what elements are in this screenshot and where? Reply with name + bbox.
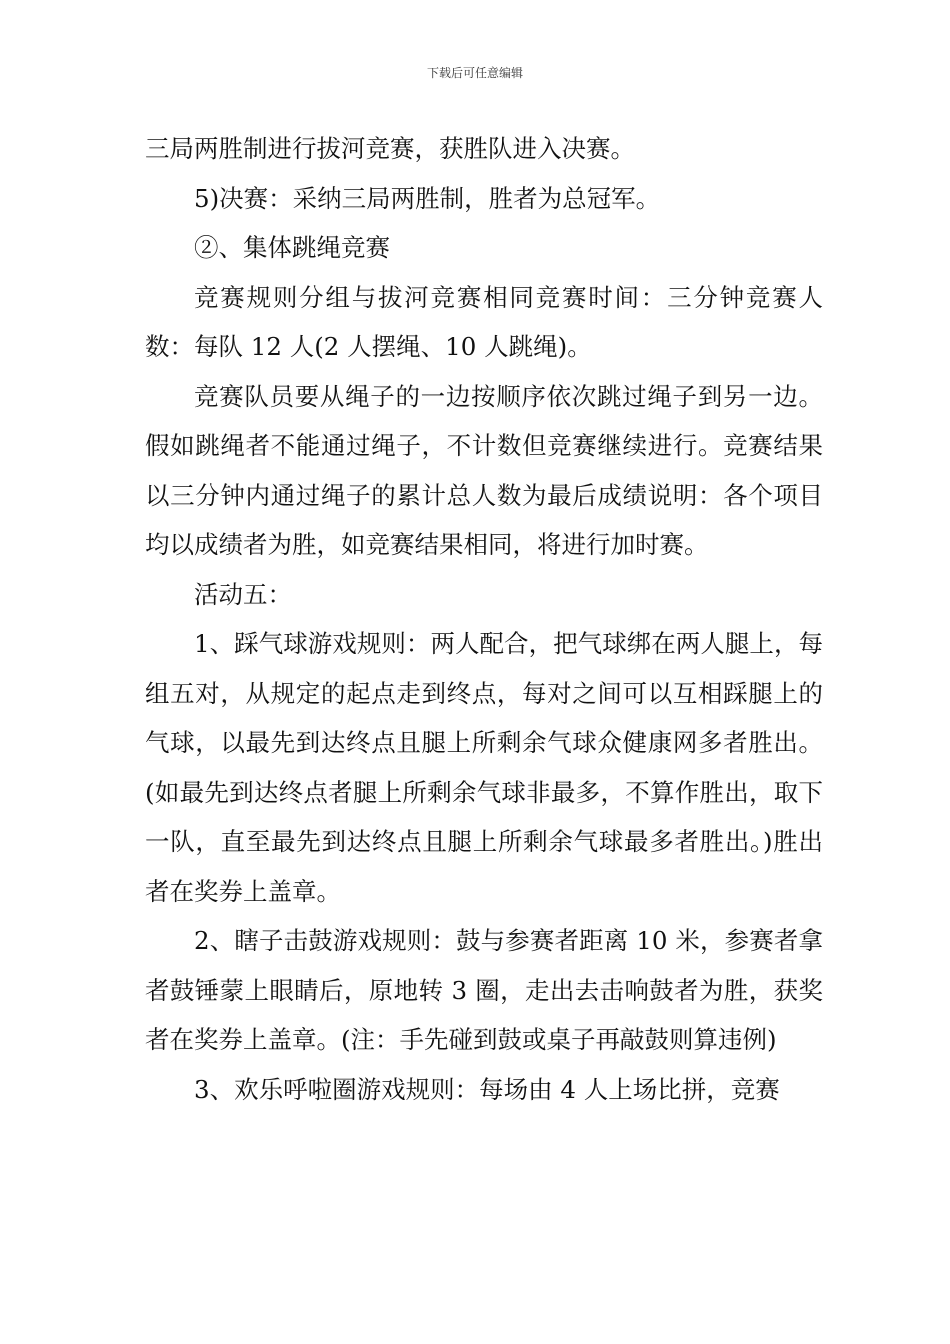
paragraph: 竞赛队员要从绳子的一边按顺序依次跳过绳子到另一边。假如跳绳者不能通过绳子，不计数但竞赛继续进行。竞赛结果以三分钟内通过绳子的累计总人数为最后成绩说明：各个项目均以成绩者为胜，如竞赛结果相同，将进行加时赛。 — [145, 381, 823, 559]
paragraph: 三局两胜制进行拔河竞赛，获胜队进入决赛。 — [145, 134, 635, 163]
paragraph: 3、欢乐呼啦圈游戏规则：每场由 4 人上场比拼，竞赛 — [194, 1074, 780, 1104]
paragraph: 1、踩气球游戏规则：两人配合，把气球绑在两人腿上，每组五对，从规定的起点走到终点，每对之间可以互相踩腿上的气球，以最先到达终点且腿上所剩余气球众健康网多者胜出。(如最先到达终点者腿上所剩余气球非最多，不算作胜出，取下一队，直至最先到达终点且腿上所剩余气球最多者胜出。)胜出者在奖券上盖章。 — [145, 629, 823, 906]
document-body — [145, 124, 823, 1114]
paragraph: 5)决赛：采纳三局两胜制，胜者为总冠军。 — [194, 183, 661, 213]
paragraph: 竞赛规则分组与拔河竞赛相同竞赛时间：三分钟竞赛人数：每队 12 人(2 人摆绳、10 人跳绳)。 — [145, 282, 823, 361]
paragraph: 2、瞎子击鼓游戏规则：鼓与参赛者距离 10 米，参赛者拿者鼓锤蒙上眼睛后，原地转 3 圈，走出去击响鼓者为胜，获奖者在奖券上盖章。(注：手先碰到鼓或桌子再敲鼓则算违例) — [145, 926, 823, 1054]
section-heading: 活动五： — [194, 579, 292, 609]
section-heading: ②、集体跳绳竞赛 — [194, 233, 390, 262]
page-header: 下载后可任意编辑 — [426, 66, 523, 80]
